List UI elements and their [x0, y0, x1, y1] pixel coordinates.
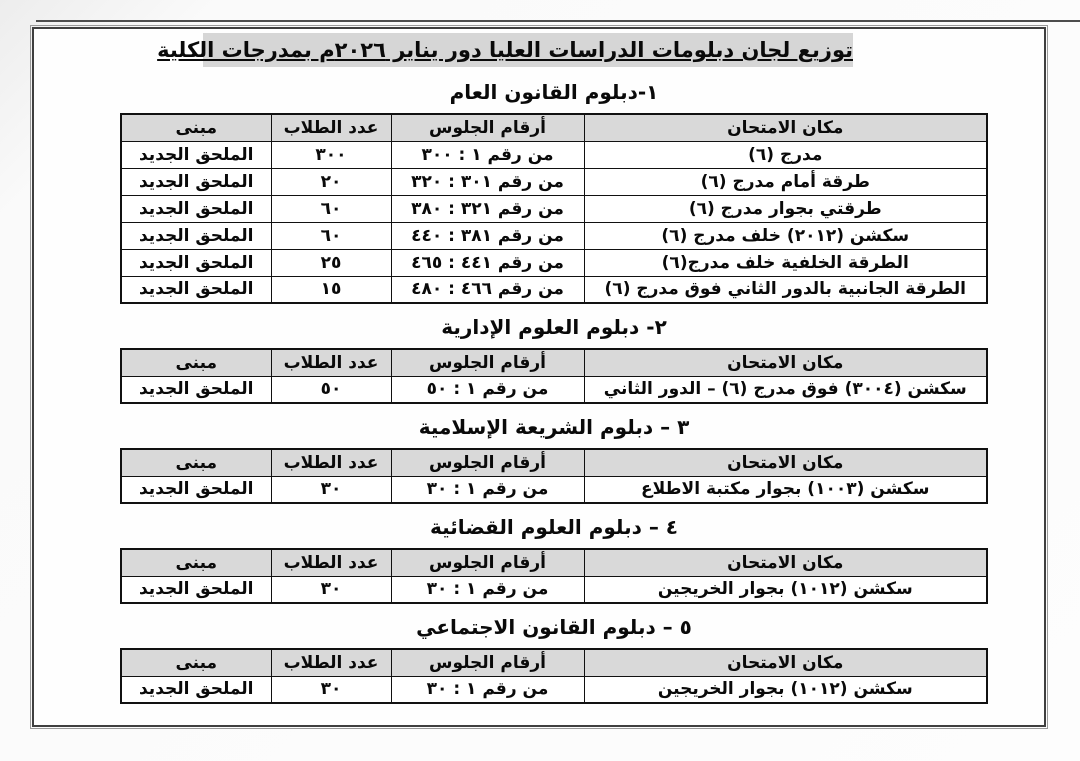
exam-table [120, 648, 988, 704]
cell-building: الملحق الجديد [121, 476, 271, 503]
header-student-count: عدد الطلاب [271, 349, 391, 376]
table-row [121, 276, 987, 303]
table-row [121, 168, 987, 195]
diploma-section [34, 414, 1044, 504]
section-heading: ١-دبلوم القانون العام [449, 80, 659, 104]
header-student-count: عدد الطلاب [271, 114, 391, 141]
header-student-count: عدد الطلاب [271, 549, 391, 576]
header-building: مبنى [121, 114, 271, 141]
cell-seat-numbers: من رقم ٣٨١ : ٤٤٠ [391, 222, 584, 249]
cell-building: الملحق الجديد [121, 249, 271, 276]
table-body [121, 141, 987, 303]
cell-building: الملحق الجديد [121, 276, 271, 303]
header-exam-location: مكان الامتحان [584, 349, 987, 376]
section-heading: ٣ – دبلوم الشريعة الإسلامية [418, 415, 690, 439]
cell-exam-location: طرقتي بجوار مدرج (٦) [584, 195, 987, 222]
header-seat-numbers: أرقام الجلوس [391, 449, 584, 476]
cell-student-count: ٣٠ [271, 676, 391, 703]
header-exam-location: مكان الامتحان [584, 649, 987, 676]
header-exam-location: مكان الامتحان [584, 114, 987, 141]
cell-building: الملحق الجديد [121, 576, 271, 603]
cell-seat-numbers: من رقم ١ : ٣٠ [391, 576, 584, 603]
cell-student-count: ١٥ [271, 276, 391, 303]
cell-seat-numbers: من رقم ٤٦٦ : ٤٨٠ [391, 276, 584, 303]
sections-container [34, 79, 1044, 704]
cell-exam-location: سكشن (٣٠٠٤) فوق مدرج (٦) – الدور الثاني [584, 376, 987, 403]
section-heading: ٢- دبلوم العلوم الإدارية [441, 315, 667, 339]
cell-building: الملحق الجديد [121, 222, 271, 249]
cell-exam-location: الطرقة الجانبية بالدور الثاني فوق مدرج (٦) [584, 276, 987, 303]
cell-seat-numbers: من رقم ١ : ٣٠ [391, 476, 584, 503]
page-title: توزيع لجان دبلومات الدراسات العليا دور يناير ٢٠٢٦م بمدرجات الكلية [203, 33, 853, 67]
table-body [121, 576, 987, 603]
cell-exam-location: الطرقة الخلفية خلف مدرج(٦) [584, 249, 987, 276]
header-student-count: عدد الطلاب [271, 449, 391, 476]
section-heading: ٤ – دبلوم العلوم القضائية [430, 515, 678, 539]
cell-student-count: ٦٠ [271, 195, 391, 222]
section-heading: ٥ – دبلوم القانون الاجتماعي [416, 615, 692, 639]
table-row [121, 141, 987, 168]
table-body [121, 476, 987, 503]
cell-exam-location: سكشن (٢٠١٢) خلف مدرج (٦) [584, 222, 987, 249]
cell-student-count: ٢٥ [271, 249, 391, 276]
cell-seat-numbers: من رقم ٣٢١ : ٣٨٠ [391, 195, 584, 222]
header-seat-numbers: أرقام الجلوس [391, 349, 584, 376]
cell-seat-numbers: من رقم ٣٠١ : ٣٢٠ [391, 168, 584, 195]
exam-table [120, 448, 988, 504]
table-row [121, 376, 987, 403]
table-header-row [121, 449, 987, 476]
top-rule [36, 20, 1080, 22]
header-seat-numbers: أرقام الجلوس [391, 649, 584, 676]
header-student-count: عدد الطلاب [271, 649, 391, 676]
table-row [121, 476, 987, 503]
cell-student-count: ٣٠ [271, 476, 391, 503]
header-exam-location: مكان الامتحان [584, 449, 987, 476]
table-row [121, 249, 987, 276]
table-row [121, 222, 987, 249]
cell-seat-numbers: من رقم ١ : ٣٠٠ [391, 141, 584, 168]
table-body [121, 376, 987, 403]
diploma-section [34, 614, 1044, 704]
exam-table [120, 113, 988, 304]
header-building: مبنى [121, 549, 271, 576]
header-building: مبنى [121, 449, 271, 476]
cell-exam-location: سكشن (١٠٠٣) بجوار مكتبة الاطلاع [584, 476, 987, 503]
cell-seat-numbers: من رقم ١ : ٥٠ [391, 376, 584, 403]
cell-student-count: ٢٠ [271, 168, 391, 195]
table-row [121, 195, 987, 222]
table-header-row [121, 549, 987, 576]
table-header-row [121, 649, 987, 676]
cell-building: الملحق الجديد [121, 376, 271, 403]
diploma-section [34, 514, 1044, 604]
cell-building: الملحق الجديد [121, 141, 271, 168]
diploma-section [34, 79, 1044, 304]
cell-student-count: ٣٠ [271, 576, 391, 603]
cell-seat-numbers: من رقم ٤٤١ : ٤٦٥ [391, 249, 584, 276]
cell-exam-location: سكشن (١٠١٢) بجوار الخريجين [584, 676, 987, 703]
header-seat-numbers: أرقام الجلوس [391, 549, 584, 576]
diploma-section [34, 314, 1044, 404]
cell-exam-location: سكشن (١٠١٢) بجوار الخريجين [584, 576, 987, 603]
cell-building: الملحق الجديد [121, 168, 271, 195]
header-building: مبنى [121, 349, 271, 376]
table-header-row [121, 349, 987, 376]
table-row [121, 676, 987, 703]
header-exam-location: مكان الامتحان [584, 549, 987, 576]
table-row [121, 576, 987, 603]
table-header-row [121, 114, 987, 141]
cell-student-count: ٣٠٠ [271, 141, 391, 168]
cell-exam-location: مدرج (٦) [584, 141, 987, 168]
cell-seat-numbers: من رقم ١ : ٣٠ [391, 676, 584, 703]
header-building: مبنى [121, 649, 271, 676]
header-seat-numbers: أرقام الجلوس [391, 114, 584, 141]
cell-building: الملحق الجديد [121, 676, 271, 703]
table-body [121, 676, 987, 703]
exam-table [120, 548, 988, 604]
cell-student-count: ٥٠ [271, 376, 391, 403]
cell-building: الملحق الجديد [121, 195, 271, 222]
cell-exam-location: طرقة أمام مدرج (٦) [584, 168, 987, 195]
cell-student-count: ٦٠ [271, 222, 391, 249]
exam-table [120, 348, 988, 404]
page-frame [32, 27, 1046, 727]
